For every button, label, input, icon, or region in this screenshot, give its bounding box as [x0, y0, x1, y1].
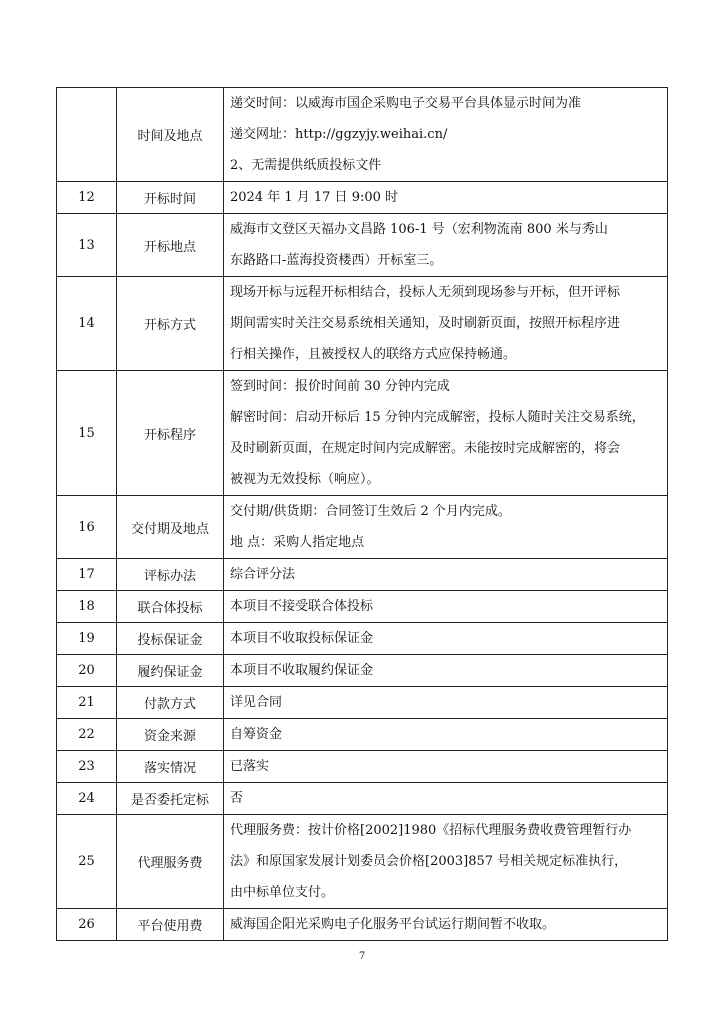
- row-item-cell: 评标办法: [117, 559, 224, 591]
- row-item-cell: 是否委托定标: [117, 783, 224, 815]
- row-content-cell: [224, 277, 668, 371]
- row-content-cell: [224, 751, 668, 783]
- table-row: [57, 496, 668, 559]
- row-item-cell: 联合体投标: [117, 591, 224, 623]
- table-row: [57, 591, 668, 623]
- content-line: 交付期/供货期：合同签订生效后 2 个月内完成。: [230, 504, 511, 519]
- row-content-cell: [224, 496, 668, 559]
- content-line: 已落实: [230, 759, 270, 774]
- row-number-cell: 21: [57, 687, 117, 719]
- content-line: 2、无需提供纸质投标文件: [230, 158, 382, 173]
- content-line: 签到时间：报价时间前 30 分钟内完成: [230, 379, 450, 394]
- row-item-cell: 开标时间: [117, 182, 224, 214]
- table-row: [57, 88, 668, 182]
- row-item-cell: 落实情况: [117, 751, 224, 783]
- row-number-cell: 14: [57, 277, 117, 371]
- row-content-cell: [224, 371, 668, 496]
- content-line: 法》和原国家发展计划委员会价格[2003]857 号相关规定标准执行，: [230, 854, 628, 869]
- table-row: [57, 623, 668, 655]
- row-content-cell: [224, 719, 668, 751]
- row-content-cell: [224, 214, 668, 277]
- content-line: 现场开标与远程开标相结合，投标人无须到现场参与开标，但开评标: [230, 285, 621, 300]
- row-number-cell: 16: [57, 496, 117, 559]
- row-item-cell: 履约保证金: [117, 655, 224, 687]
- row-item-cell: 开标地点: [117, 214, 224, 277]
- row-item-cell: 付款方式: [117, 687, 224, 719]
- row-item-cell: 交付期及地点: [117, 496, 224, 559]
- content-line: 威海国企阳光采购电子化服务平台试运行期间暂不收取。: [230, 917, 556, 932]
- row-content-cell: [224, 559, 668, 591]
- row-content-cell: [224, 815, 668, 909]
- row-content-cell: [224, 591, 668, 623]
- table-row: [57, 815, 668, 909]
- row-item-cell: 开标方式: [117, 277, 224, 371]
- row-number-cell: 19: [57, 623, 117, 655]
- row-content-cell: [224, 687, 668, 719]
- row-item-cell: 开标程序: [117, 371, 224, 496]
- row-item-cell: 投标保证金: [117, 623, 224, 655]
- table-row: [57, 371, 668, 496]
- table-row: [57, 182, 668, 214]
- content-line: 综合评分法: [230, 567, 296, 582]
- page-number: 7: [358, 951, 366, 962]
- table-row: [57, 687, 668, 719]
- row-number-cell: 22: [57, 719, 117, 751]
- table-row: [57, 559, 668, 591]
- row-number-cell: 17: [57, 559, 117, 591]
- row-content-cell: [224, 783, 668, 815]
- row-number-cell: [57, 88, 117, 182]
- row-number-cell: 26: [57, 909, 117, 941]
- row-content-cell: [224, 655, 668, 687]
- table-row: [57, 655, 668, 687]
- content-line: 东路路口-蓝海投资楼西）开标室三。: [230, 253, 443, 268]
- row-number-cell: 24: [57, 783, 117, 815]
- content-line: 递交时间：以威海市国企采购电子交易平台具体显示时间为准: [230, 96, 582, 111]
- row-number-cell: 18: [57, 591, 117, 623]
- content-line: 本项目不接受联合体投标: [230, 599, 374, 614]
- row-number-cell: 23: [57, 751, 117, 783]
- row-number-cell: 13: [57, 214, 117, 277]
- row-item-cell: 平台使用费: [117, 909, 224, 941]
- row-item-cell: 代理服务费: [117, 815, 224, 909]
- table-row: [57, 277, 668, 371]
- table-row: [57, 719, 668, 751]
- table-row: [57, 214, 668, 277]
- content-line: 期间需实时关注交易系统相关通知，及时刷新页面，按照开标程序进: [230, 316, 621, 331]
- row-content-cell: [224, 182, 668, 214]
- table-row: [57, 751, 668, 783]
- content-line: 地 点：采购人指定地点: [230, 535, 365, 550]
- table-body: [57, 88, 668, 941]
- content-line: 本项目不收取投标保证金: [230, 631, 374, 646]
- content-line: 威海市文登区天福办文昌路 106-1 号（宏利物流南 800 米与秀山: [230, 222, 608, 237]
- content-line: 解密时间：启动开标后 15 分钟内完成解密，投标人随时关注交易系统，: [230, 410, 645, 425]
- content-line: 代理服务费：按计价格[2002]1980《招标代理服务费收费管理暂行办: [230, 823, 632, 838]
- content-line: 本项目不收取履约保证金: [230, 663, 374, 678]
- table-row: [57, 783, 668, 815]
- table-row: [57, 909, 668, 941]
- content-line: 否: [230, 791, 244, 806]
- content-line: 详见合同: [230, 695, 283, 710]
- content-line: 自筹资金: [230, 727, 283, 742]
- row-content-cell: [224, 909, 668, 941]
- content-line: 被视为无效投标（响应）。: [230, 472, 380, 487]
- content-line: 2024 年 1 月 17 日 9:00 时: [230, 190, 399, 205]
- row-item-cell: 时间及地点: [117, 88, 224, 182]
- content-line: 行相关操作，且被授权人的联络方式应保持畅通。: [230, 347, 517, 362]
- content-line: 及时刷新页面，在规定时间内完成解密。未能按时完成解密的，将会: [230, 441, 621, 456]
- row-content-cell: [224, 623, 668, 655]
- row-number-cell: 20: [57, 655, 117, 687]
- content-line: 由中标单位支付。: [230, 885, 335, 900]
- row-number-cell: 15: [57, 371, 117, 496]
- row-content-cell: [224, 88, 668, 182]
- row-number-cell: 25: [57, 815, 117, 909]
- row-item-cell: 资金来源: [117, 719, 224, 751]
- bid-info-table: [56, 87, 668, 941]
- content-line: 递交网址：http://ggzyjy.weihai.cn/: [230, 127, 448, 142]
- row-number-cell: 12: [57, 182, 117, 214]
